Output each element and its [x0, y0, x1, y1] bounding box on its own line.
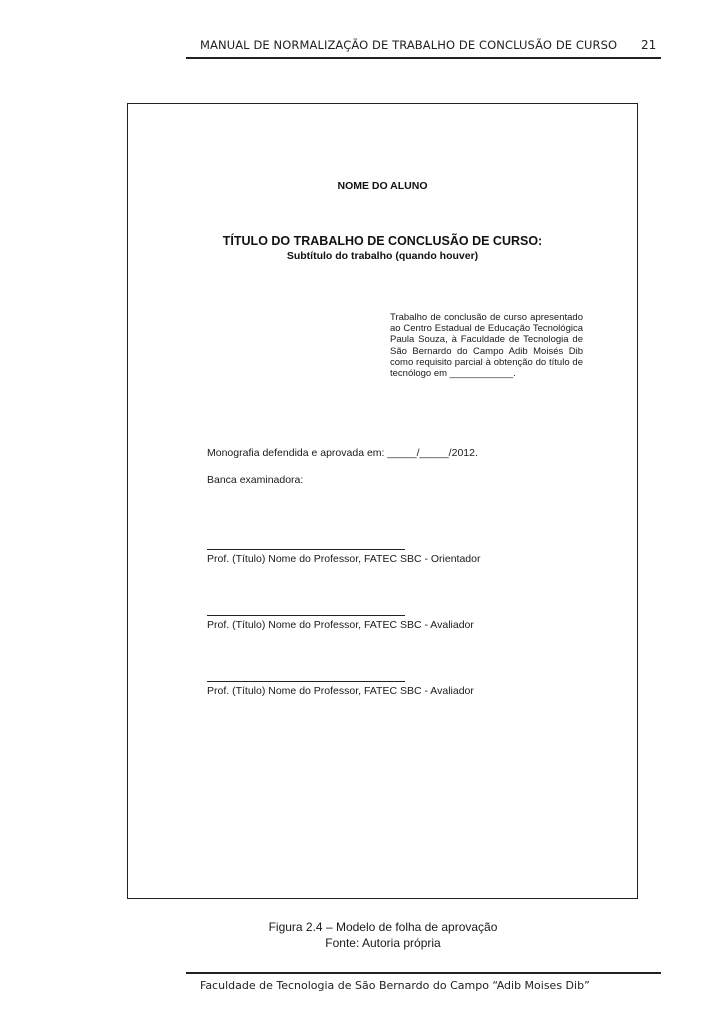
header-divider — [186, 57, 661, 59]
running-header-title: MANUAL DE NORMALIZAÇÃO DE TRABALHO DE CONCLUSÃO DE CURSO — [200, 38, 618, 52]
student-name: NOME DO ALUNO — [337, 180, 428, 192]
signature-line — [207, 549, 405, 550]
figure-source: Fonte: Autoria própria — [325, 936, 441, 950]
work-title: TÍTULO DO TRABALHO DE CONCLUSÃO DE CURSO: — [222, 234, 543, 248]
footer-divider — [186, 972, 661, 974]
signature-name: Prof. (Título) Nome do Professor, FATEC SBC - Orientador — [207, 553, 481, 565]
signature-block-advisor — [207, 549, 537, 565]
approval-date-line: Monografia defendida e aprovada em: _____/_____/2012. — [207, 447, 478, 459]
footer-text: Faculdade de Tecnologia de São Bernardo do Campo “Adib Moises Dib” — [200, 979, 590, 992]
signature-name: Prof. (Título) Nome do Professor, FATEC SBC - Avaliador — [207, 619, 474, 631]
signature-block-evaluator-2 — [207, 681, 537, 697]
signature-line — [207, 681, 405, 682]
work-subtitle: Subtítulo do trabalho (quando houver) — [286, 250, 479, 262]
figure-caption: Figura 2.4 – Modelo de folha de aprovação — [268, 920, 498, 934]
examining-board-label: Banca examinadora: — [207, 474, 304, 486]
signature-block-evaluator-1 — [207, 615, 537, 631]
presentation-note: Trabalho de conclusão de curso apresentado ao Centro Estadual de Educação Tecnológica Paula Souza, à Faculdade de Tecnologia de São Bernardo do Campo Adib Moisés Dib como requisito parcial à obtenção do título de tecnólogo em ____________. — [390, 312, 583, 380]
page-number: 21 — [641, 38, 657, 52]
signature-line — [207, 615, 405, 616]
approval-sheet-figure — [127, 103, 638, 899]
signature-name: Prof. (Título) Nome do Professor, FATEC SBC - Avaliador — [207, 685, 474, 697]
